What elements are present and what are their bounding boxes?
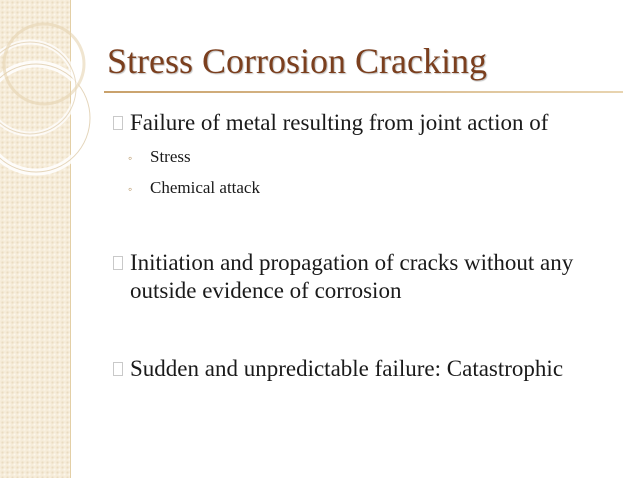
sub-bullet-item (128, 177, 260, 200)
bullet-box-icon (113, 256, 123, 270)
bullet-item (113, 249, 623, 305)
hollow-circle-icon: ◦ (128, 182, 133, 197)
title-underline (104, 91, 623, 93)
bullet-item (113, 355, 623, 383)
bullet-box-icon (113, 116, 123, 130)
bullet-text: Initiation and propagation of cracks without any outside evidence of corrosion (130, 250, 574, 303)
bullet-box-icon (113, 362, 123, 376)
slide-title: Stress Corrosion Cracking (107, 41, 487, 81)
hollow-circle-icon: ◦ (128, 151, 133, 166)
bullet-item (113, 109, 623, 137)
bullet-text: Sudden and unpredictable failure: Catastrophic (130, 356, 564, 381)
sub-bullet-text: Chemical attack (150, 178, 260, 197)
sub-bullet-text: Stress (150, 147, 191, 166)
sub-bullet-item (128, 146, 191, 169)
bullet-text: Failure of metal resulting from joint action of (130, 110, 549, 135)
